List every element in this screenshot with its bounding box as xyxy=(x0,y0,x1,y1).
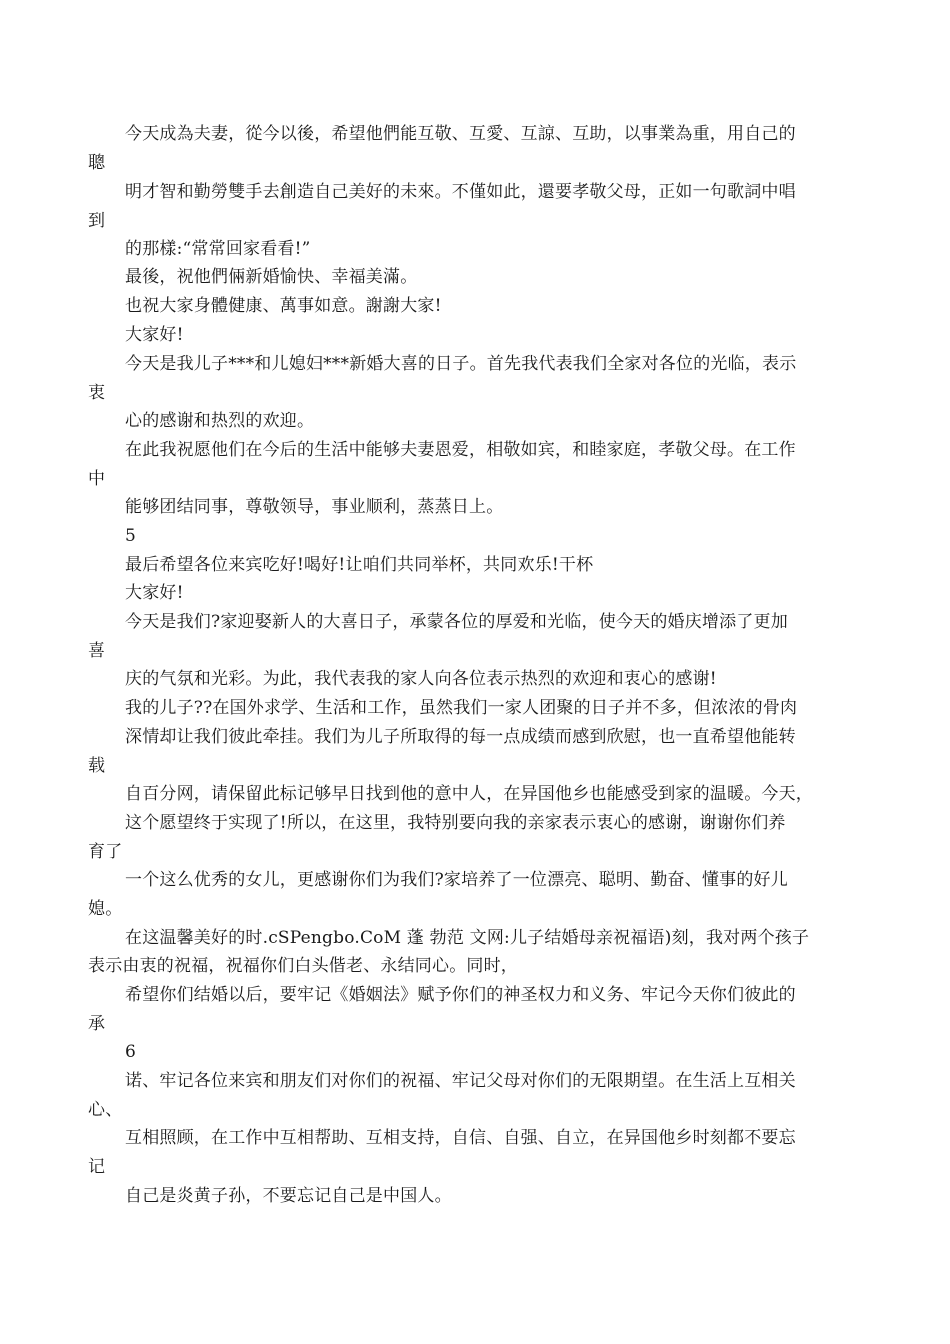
text-line: 希望你们结婚以后，要牢记《婚姻法》赋予你们的神圣权力和义务、牢记今天你们彼此的 xyxy=(125,985,796,1005)
page-number: 5 xyxy=(125,526,137,546)
text-line: 心、 xyxy=(88,1100,123,1120)
text-line: 诺、牢记各位来宾和朋友们对你们的祝福、牢记父母对你们的无限期望。在生活上互相关 xyxy=(125,1071,796,1091)
text-line: 大家好! xyxy=(125,583,184,603)
text-line: 自己是炎黄子孙，不要忘记自己是中国人。 xyxy=(125,1186,452,1206)
text-line: 今天成為夫妻，從今以後，希望他們能互敬、互愛、互諒、互助，以事業為重，用自己的 xyxy=(125,124,796,144)
text-line: 一个这么优秀的女儿，更感谢你们为我们?家培养了一位漂亮、聪明、勤奋、懂事的好儿 xyxy=(125,870,788,890)
text-line: 媳。 xyxy=(88,899,123,919)
text-line: 心的感谢和热烈的欢迎。 xyxy=(125,411,315,431)
text-line: 明才智和勤勞雙手去創造自己美好的未來。不僅如此，還要孝敬父母，正如一句歌詞中唱 xyxy=(125,182,796,202)
text-line: 自百分网，请保留此标记够早日找到他的意中人，在异国他乡也能感受到家的温暖。今天， xyxy=(125,784,813,804)
text-line: 今天是我儿子***和儿媳妇***新婚大喜的日子。首先我代表我们全家对各位的光临，表示 xyxy=(125,354,797,374)
text-line: 的那樣:“常常回家看看!” xyxy=(125,239,311,259)
text-line: 能够团结同事，尊敬领导，事业顺利，蒸蒸日上。 xyxy=(125,497,504,517)
text-line: 在这温馨美好的时.cSPengbo.CoM 蓬 勃范 文网:儿子结婚母亲祝福语)刻，我对两个孩子 xyxy=(125,928,810,948)
text-line: 聰 xyxy=(88,153,106,173)
text-line: 也祝大家身體健康、萬事如意。謝謝大家! xyxy=(125,296,442,316)
page-number: 6 xyxy=(125,1042,137,1062)
text-line: 在此我祝愿他们在今后的生活中能够夫妻恩爱，相敬如宾，和睦家庭，孝敬父母。在工作 xyxy=(125,440,796,460)
text-line: 记 xyxy=(88,1157,106,1177)
text-line: 今天是我们?家迎娶新人的大喜日子，承蒙各位的厚爱和光临，使今天的婚庆增添了更加 xyxy=(125,612,788,632)
text-line: 庆的气氛和光彩。为此，我代表我的家人向各位表示热烈的欢迎和衷心的感谢! xyxy=(125,669,717,689)
text-line: 这个愿望终于实现了!所以，在这里，我特别要向我的亲家表示衷心的感谢，谢谢你们养 xyxy=(125,813,786,833)
text-line: 深情却让我们彼此牵挂。我们为儿子所取得的每一点成绩而感到欣慰，也一直希望他能转 xyxy=(125,727,796,747)
text-line: 大家好! xyxy=(125,325,184,345)
text-line: 我的儿子??在国外求学、生活和工作，虽然我们一家人团聚的日子并不多，但浓浓的骨肉 xyxy=(125,698,798,718)
text-line: 喜 xyxy=(88,641,106,661)
text-line: 育了 xyxy=(88,842,123,862)
text-line: 中 xyxy=(88,469,106,489)
text-line: 到 xyxy=(88,211,106,231)
text-line: 衷 xyxy=(88,383,106,403)
text-line: 互相照顾，在工作中互相帮助、互相支持，自信、自强、自立，在异国他乡时刻都不要忘 xyxy=(125,1128,796,1148)
text-line: 最後，祝他們倆新婚愉快、幸福美滿。 xyxy=(125,267,418,287)
text-line: 承 xyxy=(88,1014,106,1034)
text-line: 表示由衷的祝福，祝福你们白头偕老、永结同心。同时， xyxy=(88,956,518,976)
text-line: 最后希望各位来宾吃好!喝好!让咱们共同举杯，共同欢乐!干杯 xyxy=(125,555,594,575)
text-line: 载 xyxy=(88,756,106,776)
